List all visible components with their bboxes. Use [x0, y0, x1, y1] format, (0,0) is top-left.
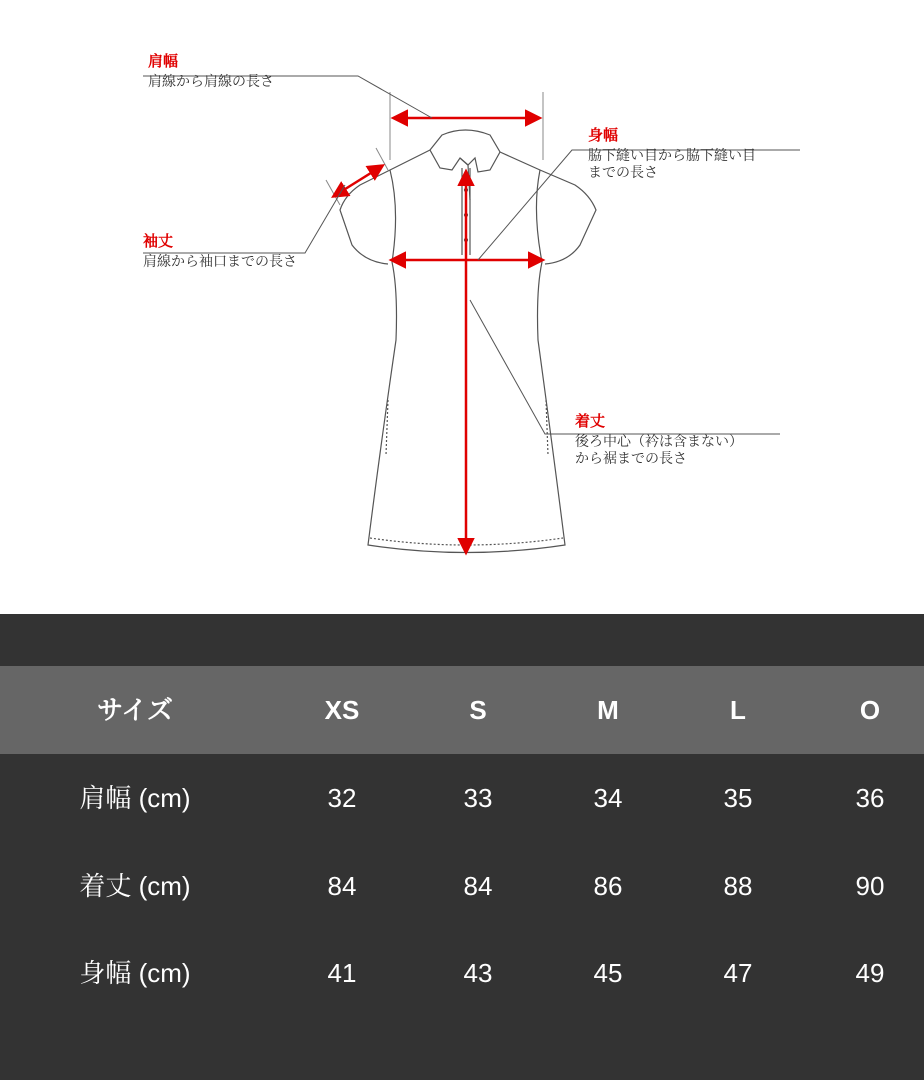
body-width-label — [588, 126, 756, 182]
table-cell: 84 — [327, 871, 357, 901]
header-m: M — [597, 695, 619, 725]
shoulder-title: 肩幅 — [148, 52, 179, 70]
dress-outline — [340, 130, 596, 553]
row-label: 着丈 (cm) — [79, 871, 191, 901]
table-cell: 86 — [593, 871, 623, 901]
length-title: 着丈 — [575, 412, 606, 430]
header-l: L — [730, 695, 746, 725]
sleeve-desc: 肩線から袖口までの長さ — [143, 254, 297, 270]
length-label — [575, 412, 743, 468]
table-cell: 49 — [855, 958, 885, 988]
body-width-desc-1: 脇下縫い目から脇下縫い目 — [588, 148, 756, 164]
body-width-title: 身幅 — [588, 126, 619, 144]
table-cell: 34 — [593, 783, 623, 813]
table-cell: 88 — [723, 871, 753, 901]
table-cell: 35 — [723, 783, 753, 813]
table-row — [0, 754, 924, 842]
header-size: サイズ — [97, 695, 173, 725]
table-header-row — [0, 666, 924, 754]
table-cell: 47 — [723, 958, 753, 988]
table-cell: 45 — [593, 958, 623, 988]
table-row — [0, 929, 924, 1017]
header-o: O — [859, 695, 881, 725]
shoulder-label — [148, 52, 274, 91]
length-measure — [466, 172, 780, 552]
shoulder-desc: 肩線から肩線の長さ — [148, 74, 274, 90]
table-cell: 33 — [463, 783, 493, 813]
size-table — [0, 614, 924, 1080]
table-cell: 32 — [327, 783, 357, 813]
table-cell: 41 — [327, 958, 357, 988]
sleeve-title: 袖丈 — [143, 232, 174, 250]
table-cell: 43 — [463, 958, 493, 988]
table-cell: 90 — [855, 871, 885, 901]
row-label: 身幅 (cm) — [79, 958, 191, 988]
sleeve-label — [143, 232, 297, 271]
table-cell: 36 — [855, 783, 885, 813]
header-xs: XS — [324, 695, 360, 725]
body-width-desc-2: までの長さ — [588, 164, 658, 181]
header-s: S — [469, 695, 487, 725]
table-cell: 84 — [463, 871, 493, 901]
length-desc-1: 後ろ中心（衿は含まない） — [575, 434, 743, 450]
table-row — [0, 842, 924, 930]
row-label: 肩幅 (cm) — [79, 783, 191, 813]
length-desc-2: から裾までの長さ — [575, 450, 687, 467]
